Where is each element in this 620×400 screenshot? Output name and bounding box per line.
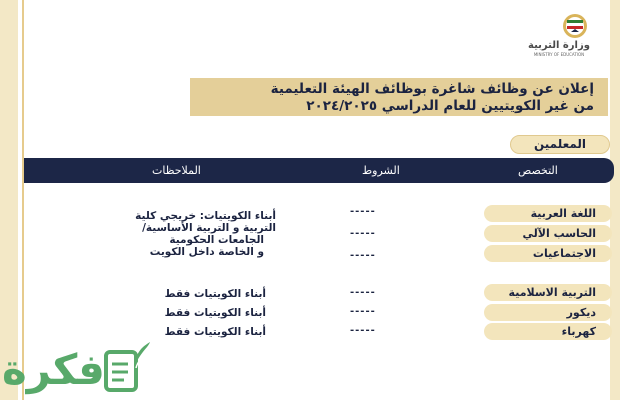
column-header-conditions: الشروط	[362, 164, 400, 177]
announcement-banner	[190, 78, 608, 116]
teachers-section-label: المعلمين	[510, 135, 610, 154]
table-row-note: أبناء الكويتيات فقط	[164, 307, 266, 319]
table-row-specialty: كهرباء	[484, 323, 612, 340]
table-row-note: أبناء الكويتيات فقط	[164, 288, 266, 300]
table-row-specialty: ديكور	[484, 304, 612, 321]
table-row-specialty: التربية الاسلامية	[484, 284, 612, 301]
table-row-condition: -----	[350, 206, 376, 217]
table-row-condition: -----	[350, 250, 376, 261]
group-note-line4: و الخاصة داخل الكويت	[149, 246, 264, 258]
group-note-line3: الجامعات الحكومية	[169, 234, 264, 246]
watermark-text: فكرة	[2, 345, 105, 394]
group-note-line1: أبناء الكويتيات: خريجي كلية	[135, 210, 276, 222]
right-decorative-strip	[610, 0, 620, 400]
table-row-condition: -----	[350, 228, 376, 239]
ministry-subtitle: MINISTRY OF EDUCATION	[533, 52, 585, 57]
table-row-specialty: الاجتماعيات	[484, 245, 612, 262]
ministry-name: وزارة التربية	[528, 40, 590, 51]
announcement-title-line1: إعلان عن وظائف شاغرة بوظائف الهيئة التعليمية	[270, 81, 594, 97]
table-row-specialty: اللغة العربية	[484, 205, 612, 222]
group-note-line2: التربية و التربية الأساسية/	[142, 222, 276, 234]
table-row-condition: -----	[350, 325, 376, 336]
left-gold-rule	[22, 0, 24, 400]
document-leaf-icon	[100, 338, 152, 396]
table-header	[24, 158, 614, 183]
table-row-specialty: الحاسب الآلي	[484, 225, 612, 242]
announcement-title-line2: من غير الكويتيين للعام الدراسي ٢٠٢٤/٢٠٢٥	[306, 98, 594, 114]
table-row-note: أبناء الكويتيات فقط	[164, 326, 266, 338]
table-row-condition: -----	[350, 306, 376, 317]
column-header-specialty: التخصص	[518, 164, 558, 177]
table-row-condition: -----	[350, 287, 376, 298]
left-decorative-strip	[0, 0, 18, 400]
column-header-notes: الملاحظات	[152, 164, 201, 177]
